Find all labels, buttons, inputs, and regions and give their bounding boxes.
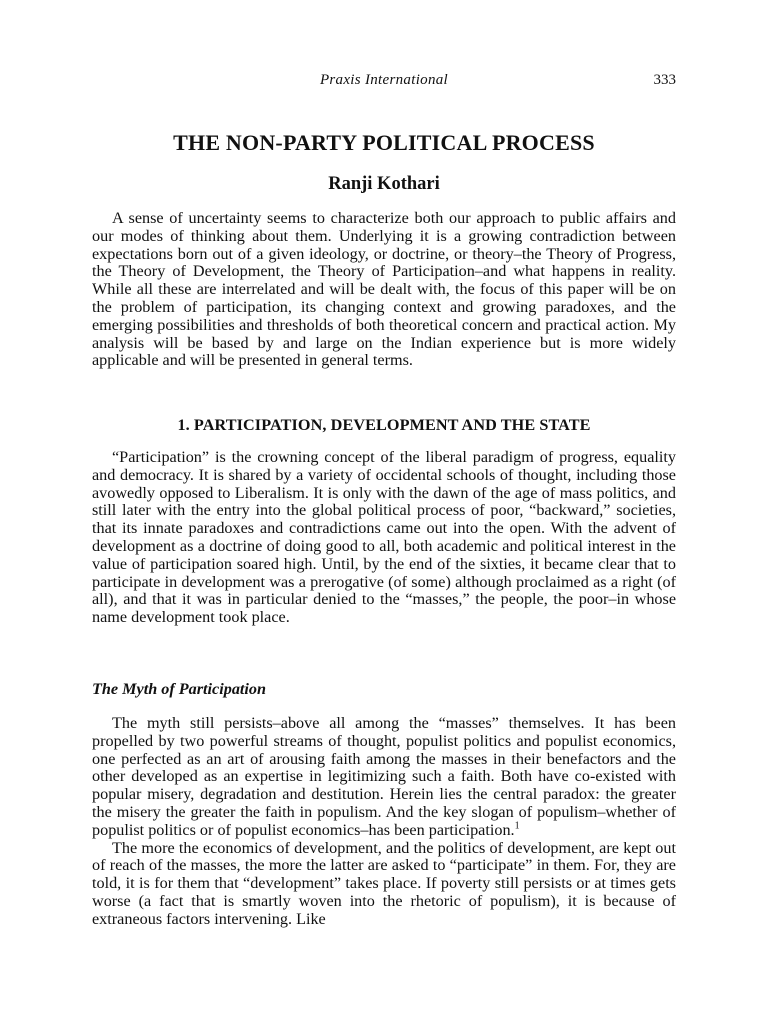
article-author: Ranji Kothari [328,174,440,194]
article-title: THE NON-PARTY POLITICAL PROCESS [173,130,595,155]
section-heading: 1. PARTICIPATION, DEVELOPMENT AND THE STATE [177,416,591,434]
page-number: 333 [653,72,676,88]
intro-block [92,210,676,370]
running-head [92,72,676,92]
section-1-block [92,449,676,627]
journal-name: Praxis International [319,72,449,88]
myth-paragraph-1 [92,715,676,840]
myth-paragraph-2: The more the economics of development, and the politics of development, are kept out of reach of the masses, the more the latter are asked to “participate” in them. For, they are told, it is for them that “development” takes place. If poverty still persists or at times gets worse (a fact that is smartly woven into the rhetoric of populism), it is because of extraneous factors intervening. Like [92,838,676,928]
myth-paragraph-1-text: The myth still persists–above all among the “masses” themselves. It has been propelled by two powerful streams of thought, populist politics and populist economics, one perfected as an art of arousing faith among the masses in their benefactors and the other developed as an expertise in legitimizing such a faith. Both have co-existed with popular misery, degradation and destitution. Herein lies the central paradox: the greater the misery the greater the faith in populism. And the key slogan of populism–whether of populist politics or of populist economics–has been participation. [92,714,676,839]
subsection-block [92,715,676,929]
subsection-heading: The Myth of Participation [92,680,267,698]
article-page [92,0,676,1024]
section-1-paragraph: “Participation” is the crowning concept of the liberal paradigm of progress, equality and democracy. It is shared by a variety of occidental schools of thought, including those avowedly opposed to Liberalism. It is only with the dawn of the age of mass politics, and still later with the entry into the global political process of poor, “backward,” societies, that its innate paradoxes and contradictions came out into the open. With the advent of development as a doctrine of doing good to all, both academic and political interest in the value of participation soared high. Until, by the end of the sixties, it became clear that to participate in development was a prerogative (of some) although proclaimed as a right (of all), and that it was in particular denied to the “masses,” the people, the poor–in whose name development took place. [92,448,676,627]
intro-paragraph: A sense of uncertainty seems to characterize both our approach to public affairs and our modes of thinking about them. Underlying it is a growing contradiction between expectations born out of a given ideology, or doctrine, or theory–the Theory of Progress, the Theory of Development, the Theory of Participation–and what happens in reality. While all these are interrelated and will be dealt with, the focus of this paper will be on the problem of participation, its changing context and growing paradoxes, and the emerging possibilities and thresholds of both theoretical concern and practical action. My analysis will be based by and large on the Indian experience but is more widely applicable and will be presented in general terms. [92,209,676,370]
footnote-ref[interactable]: 1 [514,820,520,832]
